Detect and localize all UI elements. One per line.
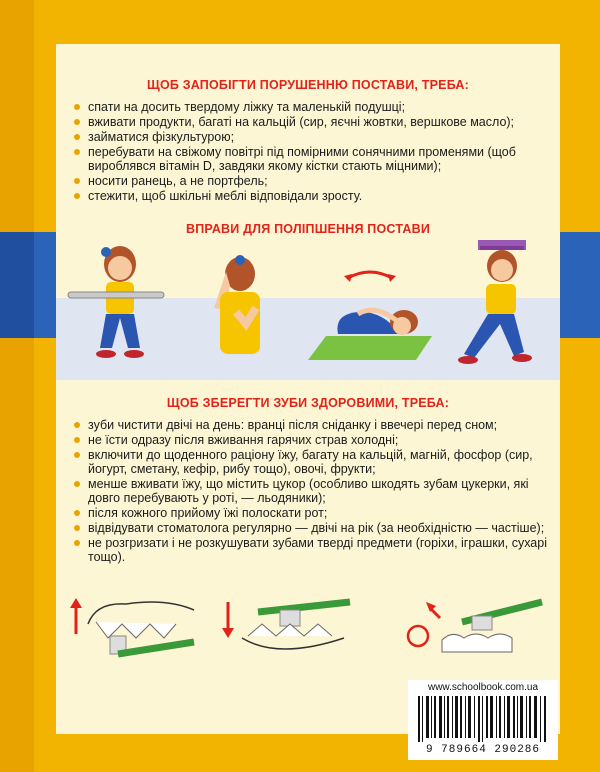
posture-list [74,100,554,204]
list-item [74,100,554,114]
bullet-dot [74,540,80,546]
list-item [74,506,554,520]
barcode-graphic [418,696,548,742]
list-item-text: займатися фізкультурою; [88,130,235,144]
list-item-text: менше вживати їжу, що містить цукор (особливо шкодять зубам цукерки, які довго перебувають у роті, — льодяники); [88,477,529,505]
list-item-text: не розгризати і не розкушувати зубами тверді предмети (горіхи, іграшки, сухарі тощо). [88,536,547,564]
list-item-text: після кожного прийому їжі полоскати рот; [88,506,328,520]
left-edge-strip [0,0,34,772]
list-item [74,418,554,432]
bullet-dot [74,510,80,516]
blue-band-edge [0,232,34,338]
list-item-text: стежити, щоб шкільні меблі відповідали зросту. [88,189,363,203]
list-item [74,521,554,535]
list-item [74,536,554,564]
bullet-dot [74,193,80,199]
bullet-dot [74,178,80,184]
list-item [74,477,554,505]
list-item [74,433,554,447]
brushing-circular-illustration [396,594,546,662]
brushing-down-illustration [218,594,354,662]
list-item-text: відвідувати стоматолога регулярно — двічі на рік (за необхідністю — частіше); [88,521,545,535]
brushing-up-illustration [66,594,198,662]
list-item-text: вживати продукти, багаті на кальцій (сир, яєчні жовтки, вершкове масло); [88,115,515,129]
list-item-text: включити до щоденного раціону їжу, багату на кальцій, магній, фосфор (сир, йогурт, сметану, кефір, рибу тощо), овочі, фрукти; [88,448,533,476]
bullet-dot [74,134,80,140]
list-item-text: не їсти одразу після вживання гарячих страв холодні; [88,433,399,447]
bullet-dot [74,149,80,155]
exercise-stick-squat-illustration [66,238,166,376]
bullet-dot [74,525,80,531]
bullet-dot [74,104,80,110]
list-item [74,174,554,188]
list-item [74,189,554,203]
list-item [74,448,554,476]
exercise-book-walk-illustration [452,236,544,374]
bullet-dot [74,422,80,428]
list-item-text: спати на досить твердому ліжку та маленькій подушці; [88,100,406,114]
barcode-box [408,680,558,760]
exercise-bow-pose-illustration [304,264,436,368]
teeth-title: ЩОБ ЗБЕРЕГТИ ЗУБИ ЗДОРОВИМИ, ТРЕБА: [166,396,450,410]
bullet-dot [74,119,80,125]
list-item [74,115,554,129]
list-item [74,145,554,173]
bullet-dot [74,437,80,443]
bullet-dot [74,452,80,458]
list-item-text: носити ранець, а не портфель; [88,174,268,188]
bullet-dot [74,481,80,487]
isbn-number: 9 789664 290286 [425,744,541,756]
exercises-title: ВПРАВИ ДЛЯ ПОЛІПШЕННЯ ПОСТАВИ [185,222,431,236]
list-item-text: зуби чистити двічі на день: вранці після сніданку і ввечері перед сном; [88,418,498,432]
list-item-text: перебувати на свіжому повітрі під помірними сонячними променями (щоб вироблявся вітамін D, завдяки якому кістки стають міцними); [88,145,516,173]
list-item [74,130,554,144]
publisher-url: www.schoolbook.com.ua [427,682,539,693]
posture-title: ЩОБ ЗАПОБІГТИ ПОРУШЕННЮ ПОСТАВИ, ТРЕБА: [147,78,469,92]
teeth-list [74,418,554,565]
exercise-back-stretch-illustration [206,252,276,370]
